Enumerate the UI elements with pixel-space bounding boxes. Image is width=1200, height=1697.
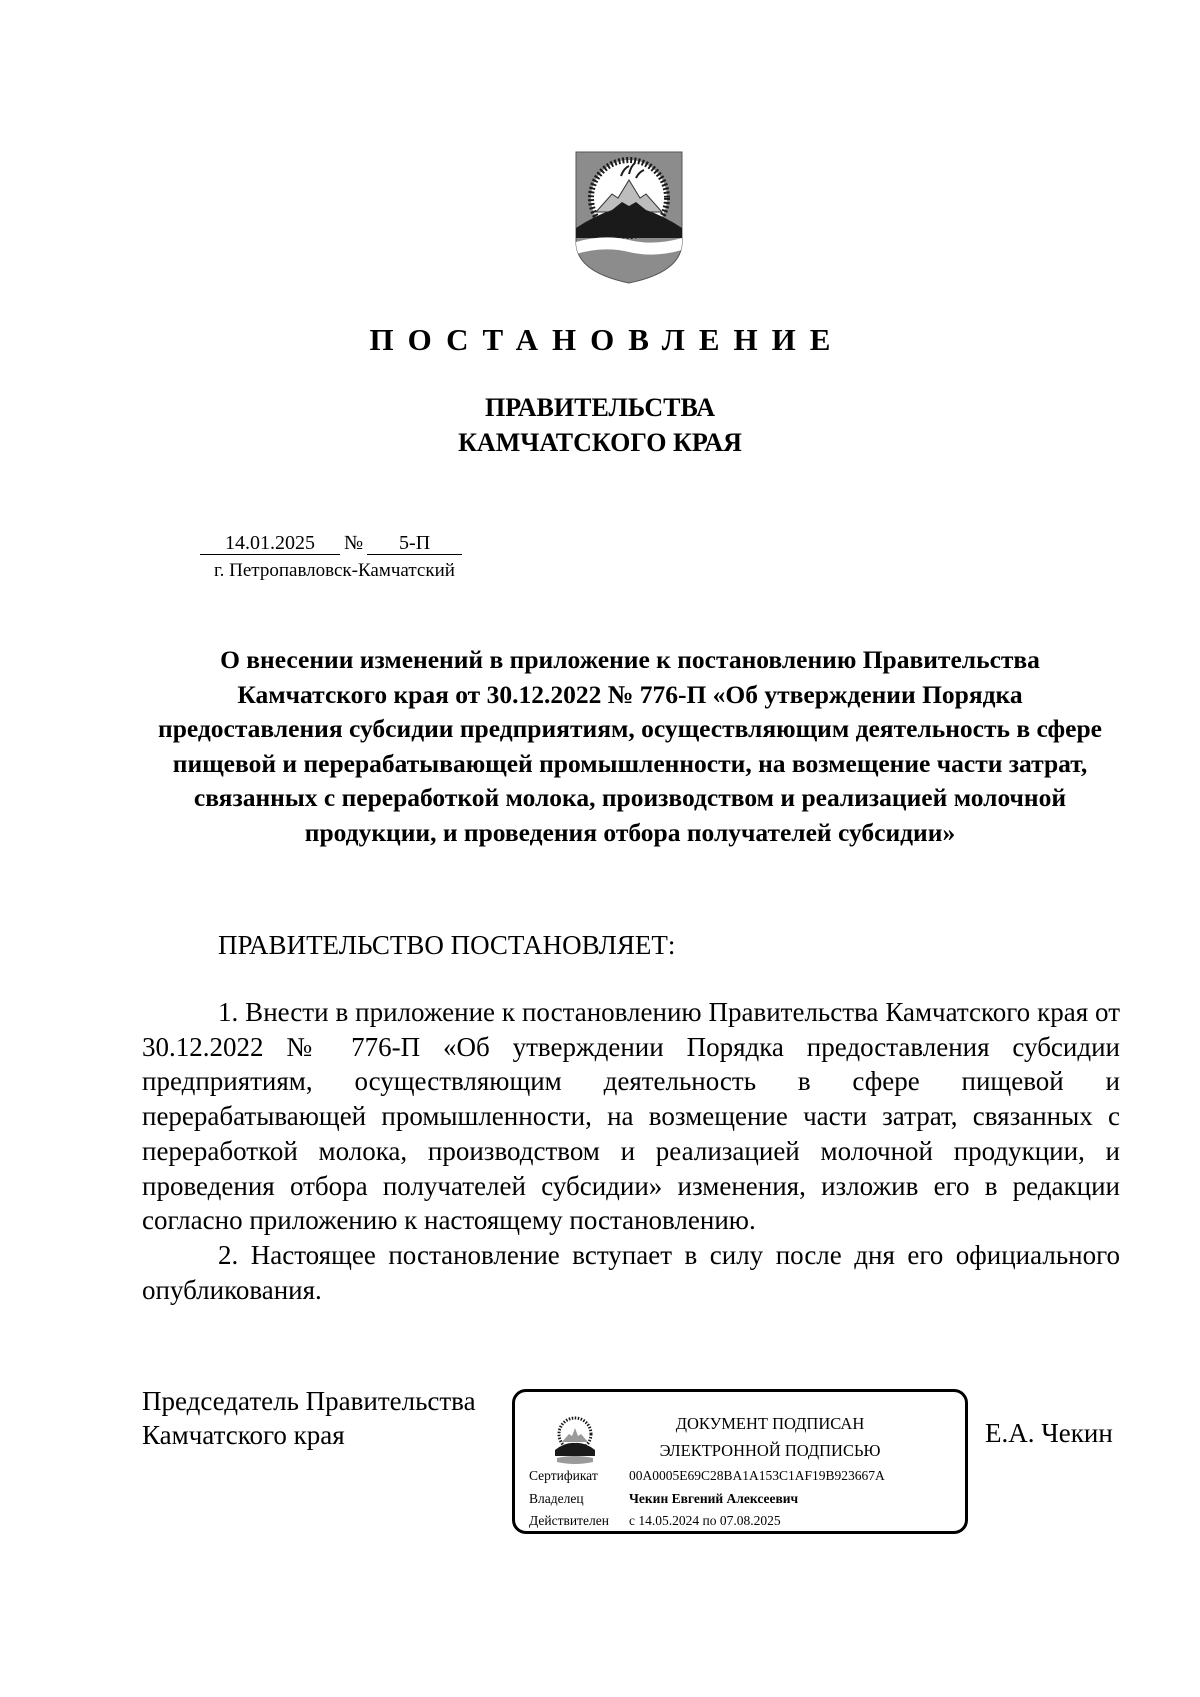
document-body xyxy=(142,995,1120,1307)
signer-position xyxy=(142,1384,476,1452)
electronic-signature-stamp xyxy=(512,1389,968,1534)
stamp-heading-line-2: ЭЛЕКТРОННОЙ ПОДПИСЬЮ xyxy=(659,1441,881,1460)
stamp-heading xyxy=(605,1410,935,1464)
signer-name: Е.А. Чекин xyxy=(985,1418,1113,1448)
certificate-label: Сертификат xyxy=(529,1468,598,1483)
owner-value: Чекин Евгений Алексеевич xyxy=(629,1491,799,1506)
registration-line xyxy=(200,532,462,555)
issuer-line-1: ПРАВИТЕЛЬСТВА xyxy=(485,393,715,422)
document-title: О внесении изменений в приложение к постановлению Правительства Камчатского края от 30.12.2022 № 776-П «Об утверждении Порядка предоставления субсидии предприятиям, осуществляющим деятельность в сфере пищевой и перерабатывающей промышленности, на возмещение части затрат, связанных с переработкой молока, производством и реализацией молочной продукции, и проведения отбора получателей субсидии» xyxy=(158,645,1102,847)
document-date: 14.01.2025 xyxy=(200,532,340,555)
issuer-line-2: КАМЧАТСКОГО КРАЯ xyxy=(458,428,742,457)
number-sign: № xyxy=(344,532,364,554)
stamp-validity-row xyxy=(529,1513,781,1529)
stamp-owner-row xyxy=(529,1491,798,1507)
stamp-certificate-row xyxy=(529,1468,885,1484)
validity-label: Действителен xyxy=(529,1513,609,1528)
city-label: г. Петропавловск-Камчатский xyxy=(214,560,455,581)
paragraph-1: 1. Внести в приложение к постановлению Правительства Камчатского края от 30.12.2022 № 776-П «Об утверждении Порядка предоставления субсидии предприятиям, осуществляющим деятельность в сфере пищевой и перерабатывающей промышленности, на возмещение части затрат, связанных с переработкой молока, производством и реализацией молочной продукции, и проведения отбора получателей субсидии» изменения, изложив его в редакции согласно приложению к настоящему постановлению. xyxy=(142,997,1120,1236)
signer-position-line-1: Председатель Правительства xyxy=(142,1386,476,1416)
decree-phrase: ПРАВИТЕЛЬСТВО ПОСТАНОВЛЯЕТ: xyxy=(218,930,676,960)
issuer-heading xyxy=(0,390,1200,460)
stamp-heading-line-1: ДОКУМЕНТ ПОДПИСАН xyxy=(675,1414,865,1433)
coat-of-arms-icon xyxy=(574,150,684,285)
certificate-value: 00A0005E69C28BA1A153C1AF19B923667A xyxy=(629,1468,885,1483)
stamp-emblem-icon xyxy=(553,1416,597,1468)
signer-position-line-2: Камчатского края xyxy=(142,1420,345,1450)
document-number: 5-П xyxy=(367,532,462,555)
validity-value: с 14.05.2024 по 07.08.2025 xyxy=(629,1513,781,1528)
document-type-heading: ПОСТАНОВЛЕНИЕ xyxy=(369,322,845,357)
paragraph-2: 2. Настоящее постановление вступает в силу после дня его официального опубликования. xyxy=(142,1239,1120,1305)
owner-label: Владелец xyxy=(529,1491,584,1506)
